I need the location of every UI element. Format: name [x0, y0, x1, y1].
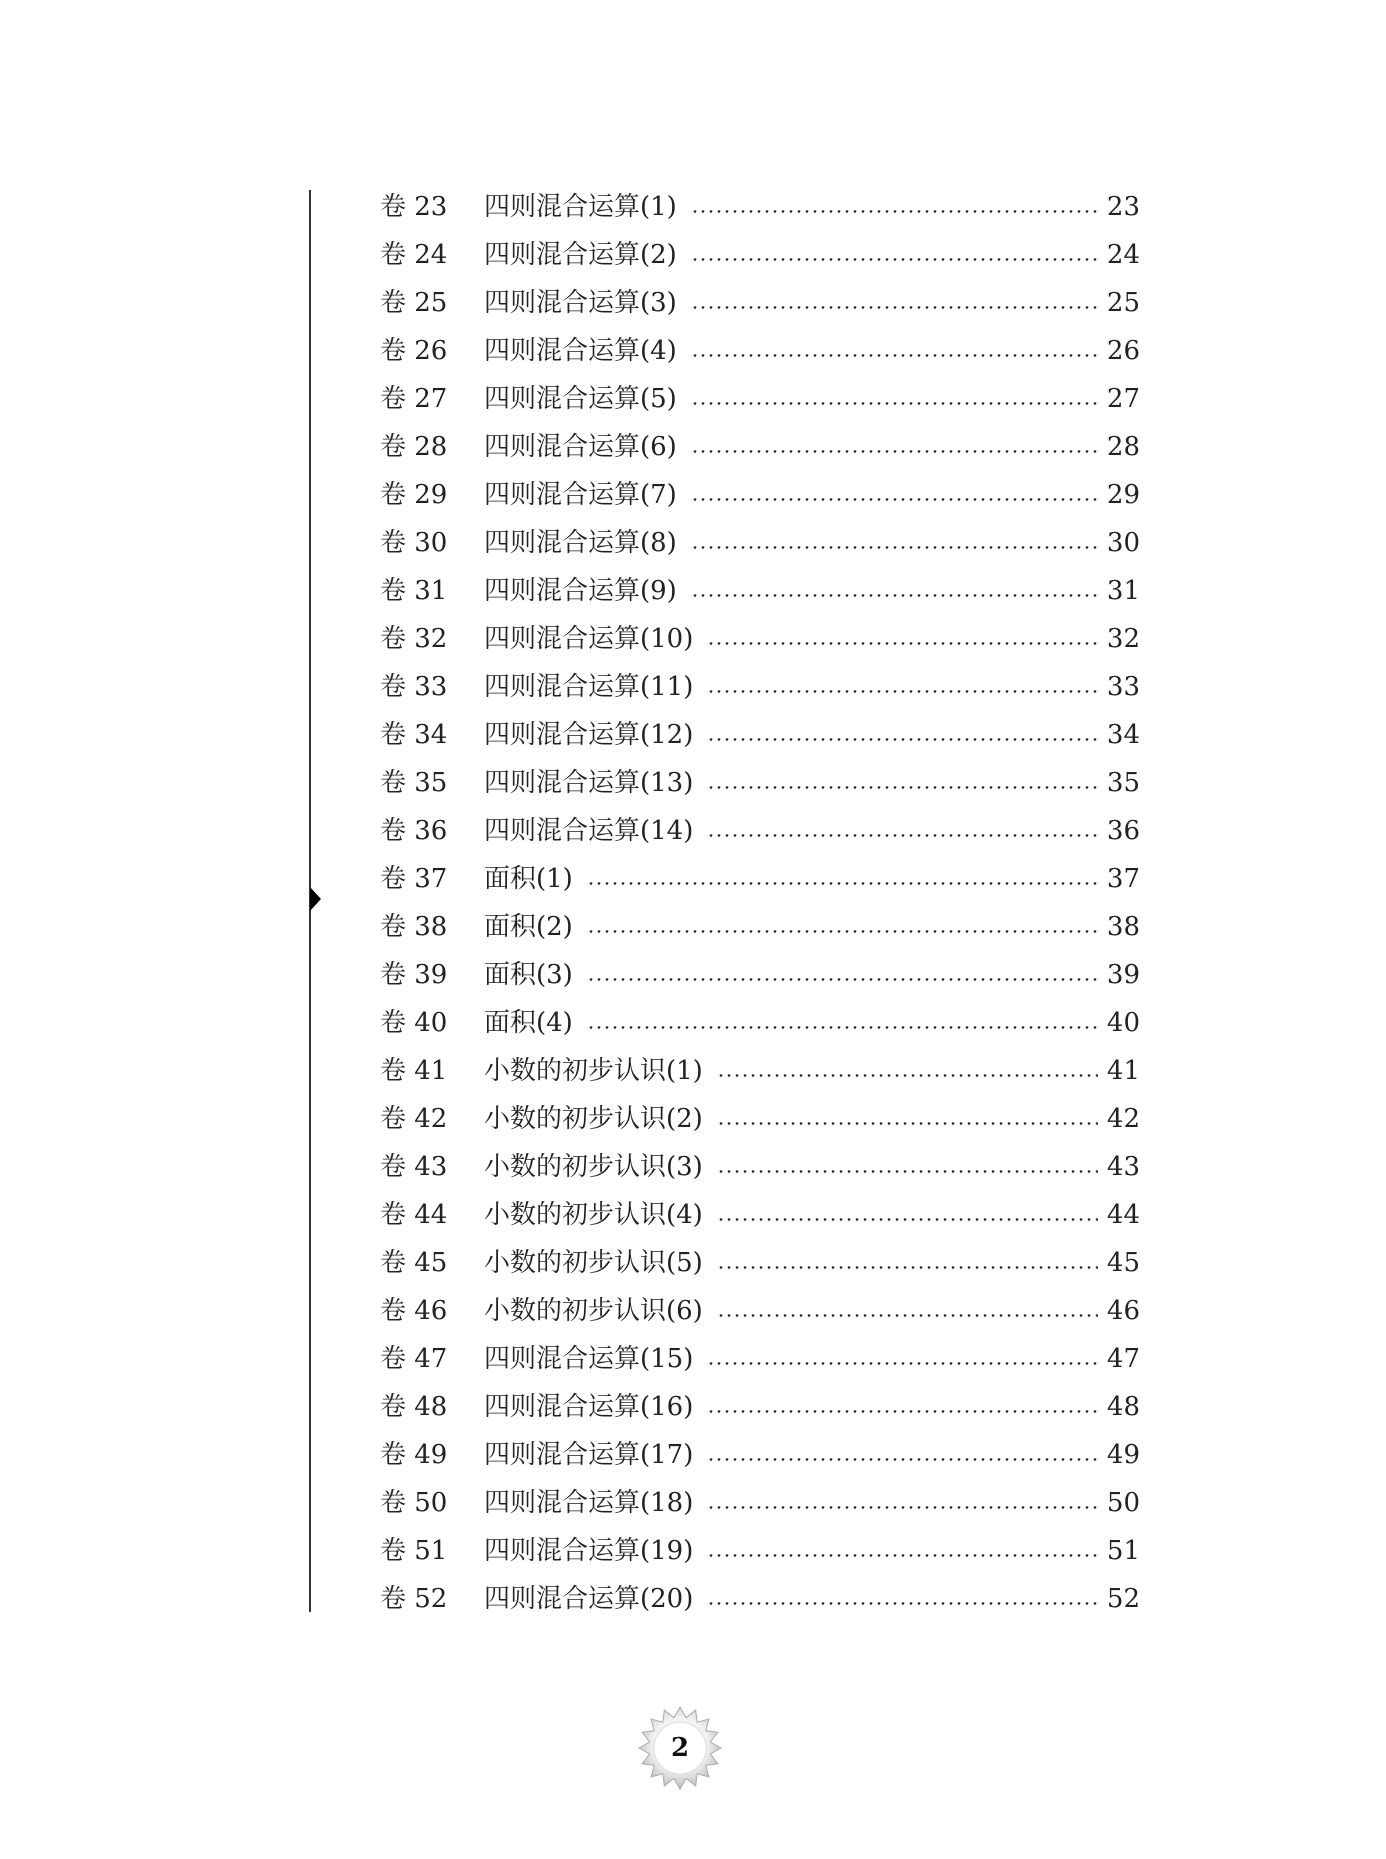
toc-volume-label: 卷 33	[380, 672, 448, 702]
toc-volume-label: 卷 45	[380, 1248, 448, 1278]
toc-volume-label: 卷 46	[380, 1296, 448, 1326]
toc-entry[interactable]	[380, 1575, 1140, 1623]
toc-volume-label: 卷 43	[380, 1152, 448, 1182]
toc-entry[interactable]	[380, 375, 1140, 423]
toc-page-number: 26	[1106, 336, 1140, 366]
toc-dot-leader	[707, 1458, 1098, 1461]
toc-volume-label: 卷 50	[380, 1488, 448, 1518]
toc-dot-leader	[691, 546, 1098, 549]
toc-volume-label: 卷 30	[380, 528, 448, 558]
toc-title: 四则混合运算(12)	[484, 720, 694, 750]
toc-volume-label: 卷 27	[380, 384, 448, 414]
toc-volume-label: 卷 31	[380, 576, 448, 606]
toc-entry[interactable]	[380, 1191, 1140, 1239]
toc-dot-leader	[717, 1266, 1098, 1269]
toc-title: 小数的初步认识(1)	[484, 1056, 703, 1086]
toc-dot-leader	[707, 1602, 1098, 1605]
toc-page-number: 43	[1106, 1152, 1140, 1182]
toc-dot-leader	[707, 1506, 1098, 1509]
toc-page-number: 30	[1106, 528, 1140, 558]
toc-volume-label: 卷 32	[380, 624, 448, 654]
toc-page-number: 40	[1106, 1008, 1140, 1038]
toc-entry[interactable]	[380, 1527, 1140, 1575]
toc-entry[interactable]	[380, 519, 1140, 567]
toc-page-number: 35	[1106, 768, 1140, 798]
toc-entry[interactable]	[380, 1143, 1140, 1191]
toc-title: 小数的初步认识(3)	[484, 1152, 703, 1182]
page-number-badge	[638, 1706, 722, 1790]
toc-page-number: 37	[1106, 864, 1140, 894]
toc-dot-leader	[717, 1314, 1098, 1317]
toc-title: 四则混合运算(18)	[484, 1488, 694, 1518]
toc-volume-label: 卷 41	[380, 1056, 448, 1086]
toc-page-number: 47	[1106, 1344, 1140, 1374]
toc-entry[interactable]	[380, 1431, 1140, 1479]
toc-dot-leader	[587, 1026, 1098, 1029]
triangle-marker-icon	[310, 887, 321, 911]
toc-title: 小数的初步认识(6)	[484, 1296, 703, 1326]
toc-entry[interactable]	[380, 1047, 1140, 1095]
toc-volume-label: 卷 37	[380, 864, 448, 894]
toc-page-number: 32	[1106, 624, 1140, 654]
toc-title: 面积(1)	[484, 864, 573, 894]
page-number: 2	[670, 1733, 690, 1763]
toc-title: 四则混合运算(15)	[484, 1344, 694, 1374]
toc-dot-leader	[587, 930, 1098, 933]
toc-dot-leader	[707, 786, 1098, 789]
toc-volume-label: 卷 38	[380, 912, 448, 942]
toc-page-number: 42	[1106, 1104, 1140, 1134]
toc-page-number: 48	[1106, 1392, 1140, 1422]
toc-page-number: 45	[1106, 1248, 1140, 1278]
toc-entry[interactable]	[380, 471, 1140, 519]
toc-page-number: 44	[1106, 1200, 1140, 1230]
toc-title: 四则混合运算(5)	[484, 384, 677, 414]
toc-dot-leader	[587, 882, 1098, 885]
toc-dot-leader	[691, 258, 1098, 261]
toc-page-number: 39	[1106, 960, 1140, 990]
toc-dot-leader	[717, 1170, 1098, 1173]
toc-entry[interactable]	[380, 711, 1140, 759]
toc-page-number: 34	[1106, 720, 1140, 750]
toc-dot-leader	[707, 1410, 1098, 1413]
toc-title: 面积(4)	[484, 1008, 573, 1038]
toc-title: 小数的初步认识(4)	[484, 1200, 703, 1230]
toc-title: 四则混合运算(13)	[484, 768, 694, 798]
toc-entry[interactable]	[380, 759, 1140, 807]
toc-title: 小数的初步认识(2)	[484, 1104, 703, 1134]
toc-title: 四则混合运算(11)	[484, 672, 694, 702]
toc-entry[interactable]	[380, 231, 1140, 279]
toc-volume-label: 卷 52	[380, 1584, 448, 1614]
toc-page-number: 46	[1106, 1296, 1140, 1326]
toc-volume-label: 卷 47	[380, 1344, 448, 1374]
toc-title: 四则混合运算(16)	[484, 1392, 694, 1422]
toc-page-number: 38	[1106, 912, 1140, 942]
toc-entry[interactable]	[380, 1383, 1140, 1431]
toc-entry[interactable]	[380, 1239, 1140, 1287]
toc-dot-leader	[707, 1362, 1098, 1365]
toc-volume-label: 卷 40	[380, 1008, 448, 1038]
toc-title: 四则混合运算(20)	[484, 1584, 694, 1614]
table-of-contents	[380, 183, 1140, 1623]
toc-page-number: 24	[1106, 240, 1140, 270]
toc-entry[interactable]	[380, 183, 1140, 231]
toc-volume-label: 卷 23	[380, 192, 448, 222]
toc-volume-label: 卷 48	[380, 1392, 448, 1422]
toc-title: 四则混合运算(3)	[484, 288, 677, 318]
toc-dot-leader	[691, 594, 1098, 597]
toc-title: 四则混合运算(8)	[484, 528, 677, 558]
toc-volume-label: 卷 51	[380, 1536, 448, 1566]
toc-entry[interactable]	[380, 615, 1140, 663]
toc-title: 四则混合运算(4)	[484, 336, 677, 366]
toc-dot-leader	[707, 690, 1098, 693]
toc-page-number: 23	[1106, 192, 1140, 222]
toc-title: 四则混合运算(9)	[484, 576, 677, 606]
toc-entry[interactable]	[380, 1287, 1140, 1335]
toc-page-number: 41	[1106, 1056, 1140, 1086]
toc-title: 四则混合运算(17)	[484, 1440, 694, 1470]
toc-entry[interactable]	[380, 1335, 1140, 1383]
toc-volume-label: 卷 42	[380, 1104, 448, 1134]
toc-entry[interactable]	[380, 327, 1140, 375]
toc-title: 四则混合运算(14)	[484, 816, 694, 846]
toc-title: 面积(3)	[484, 960, 573, 990]
toc-entry[interactable]	[380, 1479, 1140, 1527]
toc-page-number: 51	[1106, 1536, 1140, 1566]
toc-dot-leader	[707, 834, 1098, 837]
toc-entry[interactable]	[380, 1095, 1140, 1143]
toc-title: 小数的初步认识(5)	[484, 1248, 703, 1278]
toc-page-number: 31	[1106, 576, 1140, 606]
toc-title: 四则混合运算(7)	[484, 480, 677, 510]
toc-volume-label: 卷 26	[380, 336, 448, 366]
toc-dot-leader	[707, 642, 1098, 645]
toc-dot-leader	[707, 738, 1098, 741]
toc-dot-leader	[691, 210, 1098, 213]
toc-page-number: 52	[1106, 1584, 1140, 1614]
toc-entry[interactable]	[380, 423, 1140, 471]
toc-entry[interactable]	[380, 663, 1140, 711]
toc-entry[interactable]	[380, 903, 1140, 951]
toc-entry[interactable]	[380, 855, 1140, 903]
toc-volume-label: 卷 44	[380, 1200, 448, 1230]
toc-title: 四则混合运算(19)	[484, 1536, 694, 1566]
toc-page-number: 29	[1106, 480, 1140, 510]
toc-entry[interactable]	[380, 567, 1140, 615]
toc-dot-leader	[691, 354, 1098, 357]
toc-volume-label: 卷 36	[380, 816, 448, 846]
toc-dot-leader	[707, 1554, 1098, 1557]
toc-dot-leader	[587, 978, 1098, 981]
toc-dot-leader	[691, 450, 1098, 453]
toc-volume-label: 卷 28	[380, 432, 448, 462]
toc-page-number: 49	[1106, 1440, 1140, 1470]
toc-volume-label: 卷 49	[380, 1440, 448, 1470]
toc-dot-leader	[717, 1122, 1098, 1125]
toc-dot-leader	[691, 306, 1098, 309]
toc-title: 四则混合运算(6)	[484, 432, 677, 462]
toc-title: 面积(2)	[484, 912, 573, 942]
toc-page-number: 27	[1106, 384, 1140, 414]
toc-title: 四则混合运算(10)	[484, 624, 694, 654]
toc-page-number: 33	[1106, 672, 1140, 702]
toc-entry[interactable]	[380, 999, 1140, 1047]
toc-dot-leader	[717, 1074, 1098, 1077]
toc-entry[interactable]	[380, 951, 1140, 999]
toc-dot-leader	[691, 402, 1098, 405]
toc-volume-label: 卷 34	[380, 720, 448, 750]
toc-title: 四则混合运算(2)	[484, 240, 677, 270]
toc-page-number: 50	[1106, 1488, 1140, 1518]
toc-entry[interactable]	[380, 279, 1140, 327]
toc-volume-label: 卷 29	[380, 480, 448, 510]
toc-volume-label: 卷 39	[380, 960, 448, 990]
toc-volume-label: 卷 35	[380, 768, 448, 798]
toc-volume-label: 卷 24	[380, 240, 448, 270]
toc-entry[interactable]	[380, 807, 1140, 855]
toc-dot-leader	[691, 498, 1098, 501]
toc-page-number: 28	[1106, 432, 1140, 462]
toc-dot-leader	[717, 1218, 1098, 1221]
toc-volume-label: 卷 25	[380, 288, 448, 318]
toc-page-number: 25	[1106, 288, 1140, 318]
toc-page-number: 36	[1106, 816, 1140, 846]
toc-title: 四则混合运算(1)	[484, 192, 677, 222]
